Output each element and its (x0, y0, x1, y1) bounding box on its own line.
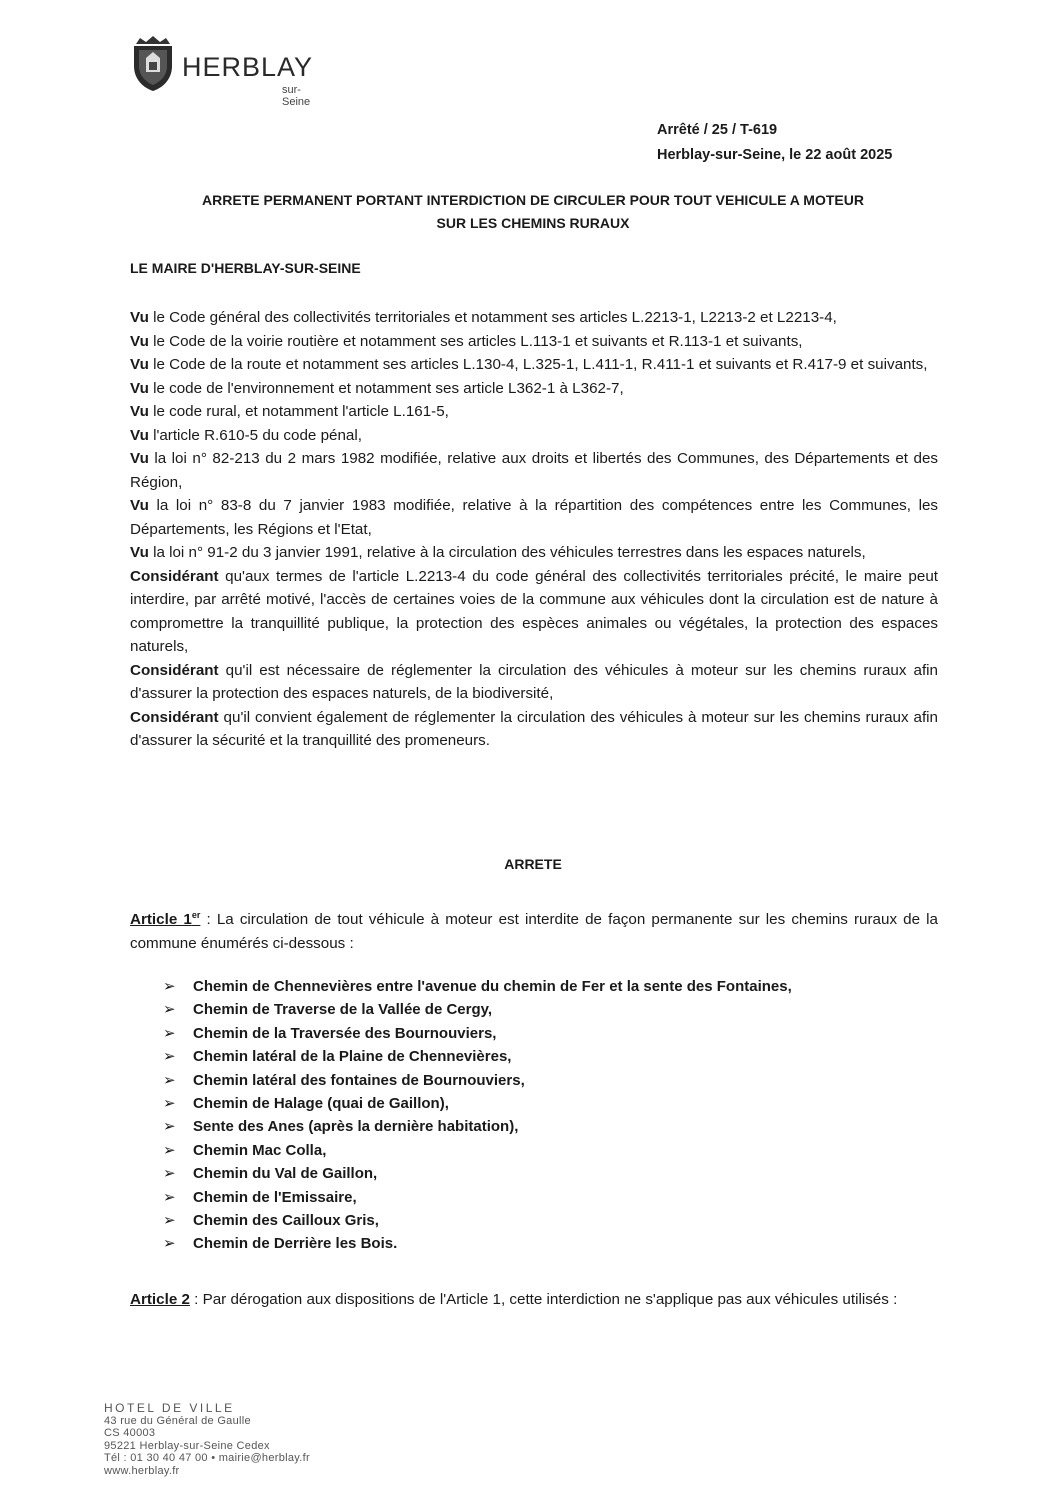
footer-hotel-de-ville: HOTEL DE VILLE (104, 1401, 235, 1415)
article-1-text: : La circulation de tout véhicule à moteur est interdite de façon permanente sur les chemins ruraux de la commune énumérés ci-dessous : (130, 911, 938, 952)
article-1-label: Article 1er (130, 910, 201, 929)
footer-website: www.herblay.fr (104, 1464, 180, 1477)
title-line-2: SUR LES CHEMINS RURAUX (436, 215, 630, 231)
maire-heading: LE MAIRE D'HERBLAY-SUR-SEINE (130, 260, 361, 276)
visa-item: Vu la loi n° 91-2 du 3 janvier 1991, relative à la circulation des véhicules terrestres dans les espaces naturels, (130, 544, 866, 561)
list-item: ➢ Chemin de Traverse de la Vallée de Cergy, (163, 998, 792, 1021)
logo-subtitle: sur-Seine (282, 84, 311, 108)
city-logo (130, 36, 314, 108)
list-item: ➢ Chemin latéral des fontaines de Bournouviers, (163, 1069, 792, 1092)
document-title (130, 189, 936, 235)
arrow-bullet-icon: ➢ (163, 1212, 176, 1230)
title-line-1: ARRETE PERMANENT PORTANT INTERDICTION DE CIRCULER POUR TOUT VEHICULE A MOTEUR (202, 192, 864, 208)
arrow-bullet-icon: ➢ (163, 978, 176, 995)
considerant-item: Considérant qu'aux termes de l'article L.2213-4 du code général des collectivités territoriales précité, le maire peut interdire, par arrêté motivé, l'accès de certaines voies de la commune aux véhicules dont la circulation est de nature à compromettre la tranquillité publique, la protection des espèces animales ou végétales, la protection des espaces naturels, (130, 567, 938, 655)
footer-cs: CS 40003 (104, 1427, 156, 1439)
list-item: ➢ Chemin de l'Emissaire, (163, 1186, 792, 1209)
list-item: ➢ Chemin latéral de la Plaine de Chennevières, (163, 1045, 792, 1068)
arrow-bullet-icon: ➢ (163, 1071, 176, 1089)
article-2-text: : Par dérogation aux dispositions de l'Article 1, cette interdiction ne s'applique pas aux véhicules utilisés : (189, 1291, 898, 1308)
footer-street: 43 rue du Général de Gaulle (104, 1414, 251, 1427)
footer-address (104, 1402, 310, 1477)
arrow-bullet-icon: ➢ (163, 1118, 176, 1136)
visa-item: Vu l'article R.610-5 du code pénal, (130, 426, 362, 444)
visa-item: Vu le Code de la route et notamment ses articles L.130-4, L.325-1, L.411-1, R.411-1 et suivants et R.417-9 et suivants, (130, 356, 928, 373)
list-item: ➢ Chemin de Halage (quai de Gaillon), (163, 1092, 792, 1115)
visa-item: Vu le code rural, et notamment l'article L.161-5, (130, 403, 449, 420)
list-item: ➢ Sente des Anes (après la dernière habitation), (163, 1115, 792, 1138)
footer-city: 95221 Herblay-sur-Seine Cedex (104, 1439, 270, 1452)
arrow-bullet-icon: ➢ (163, 1165, 176, 1183)
list-item: ➢ Chemin du Val de Gaillon, (163, 1162, 792, 1185)
visas-block (130, 306, 938, 753)
arrete-reference-block (657, 118, 892, 168)
list-item: ➢ Chemin Mac Colla, (163, 1139, 792, 1162)
arrow-bullet-icon: ➢ (163, 1095, 176, 1113)
arrow-bullet-icon: ➢ (163, 1141, 176, 1159)
article-1 (130, 904, 938, 955)
arrow-bullet-icon: ➢ (163, 1001, 176, 1019)
arrow-bullet-icon: ➢ (163, 1048, 176, 1066)
footer-contact: Tél : 01 30 40 47 00 • mairie@herblay.fr (104, 1452, 310, 1464)
list-item: ➢ Chemin de Chennevières entre l'avenue du chemin de Fer et la sente des Fontaines, (163, 975, 792, 998)
logo-name: HERBLAY (182, 52, 314, 82)
considerant-item: Considérant qu'il est nécessaire de réglementer la circulation des véhicules à moteur sur les chemins ruraux afin d'assurer la protection des espaces naturels, de la biodiversité, (130, 661, 938, 702)
arrow-bullet-icon: ➢ (163, 1188, 176, 1206)
article-2 (130, 1288, 938, 1312)
place-date: Herblay-sur-Seine, le 22 août 2025 (657, 147, 893, 163)
list-item: ➢ Chemin des Cailloux Gris, (163, 1209, 792, 1232)
list-item: ➢ Chemin de la Traversée des Bournouviers, (163, 1022, 792, 1045)
considerant-item: Considérant qu'il convient également de réglementer la circulation des véhicules à moteur sur les chemins ruraux afin d'assurer la sécurité et la tranquillité des promeneurs. (130, 708, 938, 749)
chemins-list (163, 975, 792, 1256)
arrow-bullet-icon: ➢ (163, 1235, 176, 1253)
arrow-bullet-icon: ➢ (163, 1024, 176, 1042)
logo-text (182, 36, 313, 81)
list-item: ➢ Chemin de Derrière les Bois. (163, 1232, 792, 1255)
visa-item: Vu le Code de la voirie routière et notamment ses articles L.113-1 et suivants et R.113-1 et suivants, (130, 332, 803, 350)
arrete-number: Arrêté / 25 / T-619 (657, 122, 778, 138)
article-2-label: Article 2 (130, 1291, 190, 1308)
visa-item: Vu le Code général des collectivités territoriales et notamment ses articles L.2213-1, L2213-2 et L2213-4, (130, 309, 837, 326)
coat-of-arms-icon (130, 36, 176, 92)
visa-item: Vu le code de l'environnement et notamment ses article L362-1 à L362-7, (130, 379, 624, 397)
arrete-heading: ARRETE (504, 856, 562, 872)
visa-item: Vu la loi n° 82-213 du 2 mars 1982 modifiée, relative aux droits et libertés des Communes, des Départements et des Région, (130, 450, 938, 491)
visa-item: Vu la loi n° 83-8 du 7 janvier 1983 modifiée, relative à la répartition des compétences entre les Communes, les Départements, les Régions et l'Etat, (130, 497, 938, 538)
